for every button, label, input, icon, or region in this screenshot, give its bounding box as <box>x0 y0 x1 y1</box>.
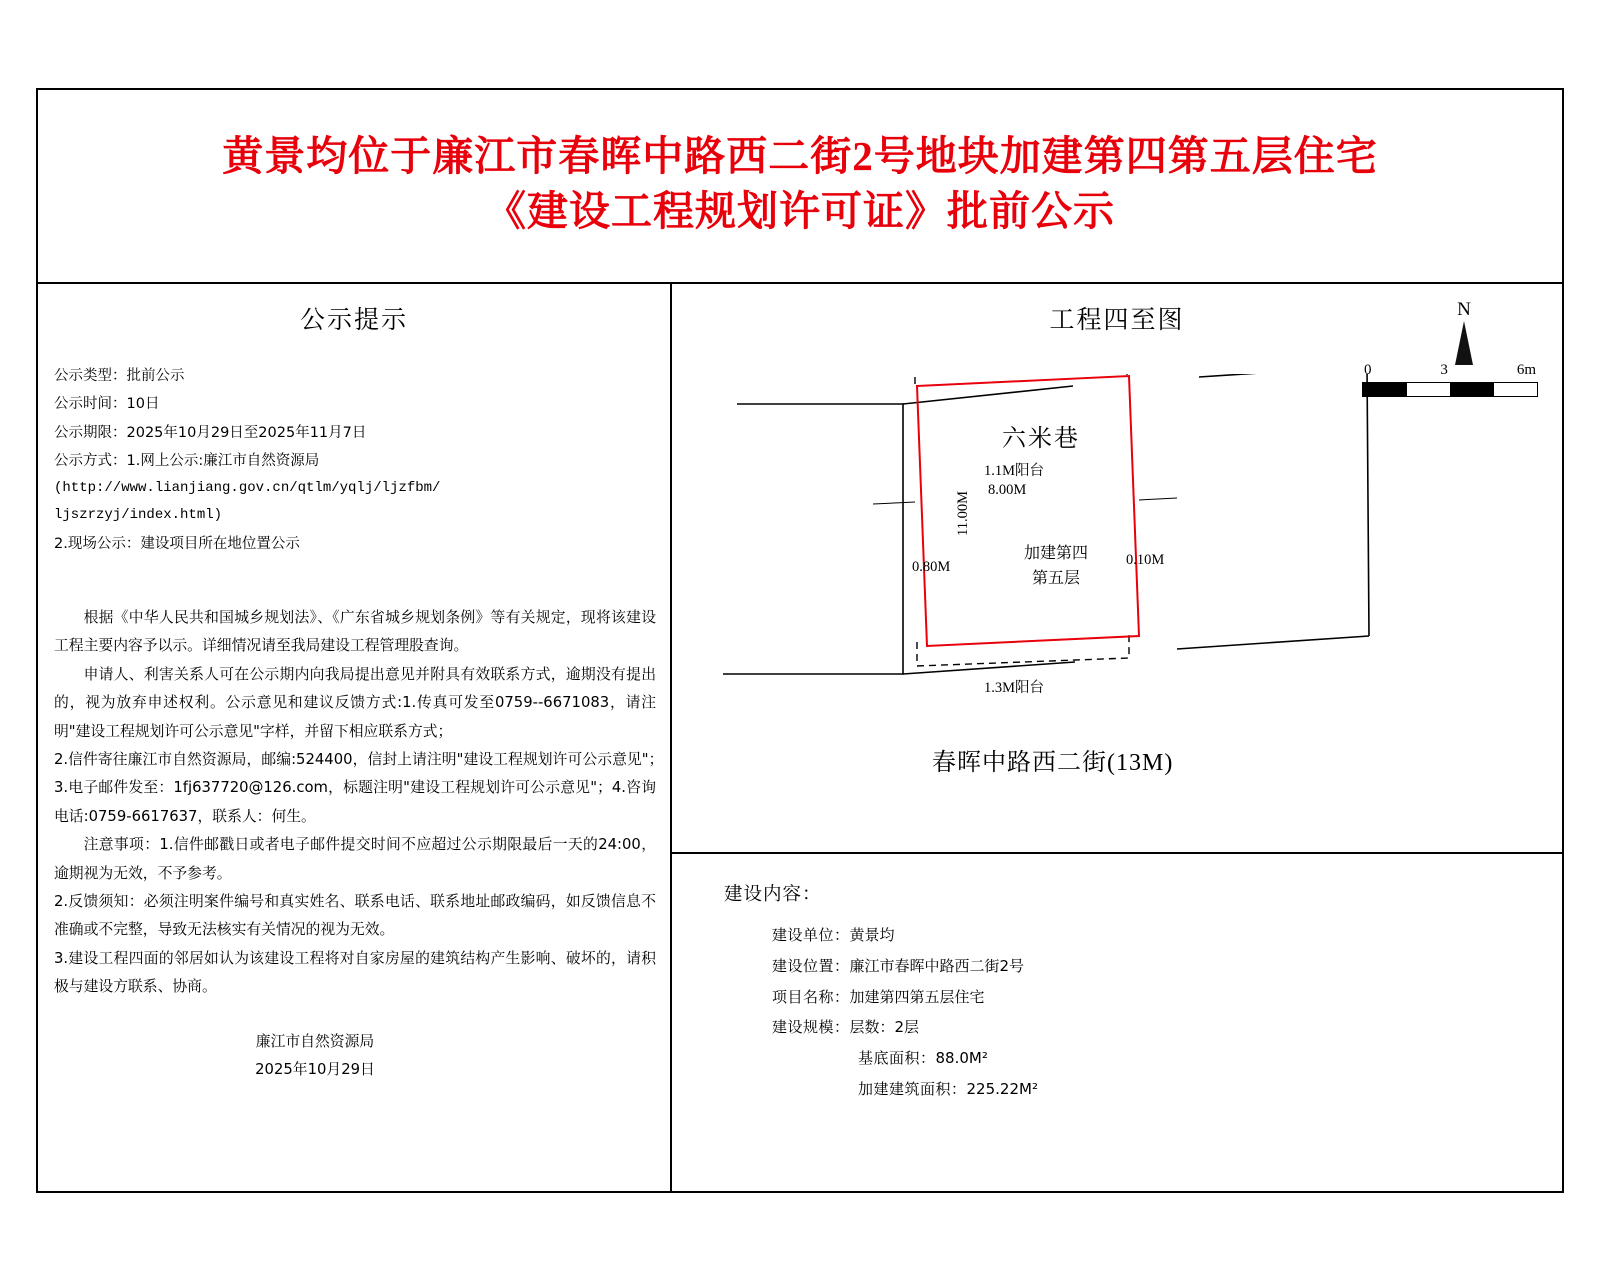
site-plan-svg <box>672 374 1562 804</box>
info-value-project: 加建第四第五层住宅 <box>849 987 985 1006</box>
map-label-bottom-road: 春晖中路西二街(13M) <box>932 750 1174 776</box>
notice-url-line2: ljszrzyj/index.html) <box>54 507 223 524</box>
signature-date: 2025年10月29日 <box>255 1060 375 1078</box>
scale-mid: 3 <box>1440 362 1448 378</box>
construction-info-list <box>772 920 1562 1105</box>
compass-needle-icon <box>1455 321 1473 365</box>
site-map-panel <box>672 284 1562 854</box>
north-arrow-icon <box>1444 300 1484 365</box>
notice-paragraph-2: 申请人、利害关系人可在公示期内向我局提出意见并附具有效联系方式，逾期没有提出的，视为放弃申述权利。公示意见和建议反馈方式:1.传真可发至0759--6671083，请注明"建设工程规划许可公示意见"字样，并留下相应联系方式； <box>54 665 656 740</box>
dim-balcony-top: 1.1M阳台 <box>984 463 1045 479</box>
info-row-unit <box>772 920 1562 951</box>
building-label-line2: 第五层 <box>1032 569 1081 587</box>
info-value-scale: 层数：2层 <box>849 1018 920 1037</box>
info-value-location: 廉江市春晖中路西二街2号 <box>849 956 1025 975</box>
notice-method: 公示方式：1.网上公示:廉江市自然资源局 <box>54 452 320 469</box>
dim-left-offset: 0.80M <box>912 559 951 575</box>
info-value-added-area: 225.22M² <box>966 1079 1038 1098</box>
notice-sheet <box>36 88 1564 1193</box>
info-value-base-area: 88.0M² <box>935 1049 988 1067</box>
info-row-location <box>772 951 1562 982</box>
notice-paragraph-4: 注意事项：1.信件邮戳日或者电子邮件提交时间不应超过公示期限最后一天的24:00，逾期视为无效，不予参考。 <box>54 836 656 882</box>
notice-panel-heading: 公示提示 <box>299 307 408 334</box>
dim-balcony-bottom: 1.3M阳台 <box>984 680 1045 696</box>
notice-type: 公示类型：批前公示 <box>54 368 185 384</box>
info-row-scale <box>772 1012 1562 1043</box>
info-value-unit: 黄景均 <box>849 926 895 944</box>
info-row-base-area <box>858 1043 1562 1074</box>
info-key-base-area: 基底面积： <box>858 1049 936 1067</box>
notice-method-2: 2.现场公示：建设项目所在地位置公示 <box>54 535 300 552</box>
content-row <box>38 284 1562 1191</box>
construction-info-panel <box>672 854 1562 1191</box>
building-label <box>1024 542 1088 592</box>
map-label-top-road: 六米巷 <box>1002 426 1080 452</box>
site-plan-drawing <box>672 374 1562 804</box>
info-key-added-area: 加建建筑面积： <box>858 1079 967 1098</box>
info-row-added-area <box>858 1074 1562 1105</box>
dim-right-offset: 0.10M <box>1126 552 1165 568</box>
building-label-line1: 加建第四 <box>1024 545 1089 562</box>
signature-block <box>54 1028 656 1084</box>
notice-paragraph-1: 根据《中华人民共和国城乡规划法》、《广东省城乡规划条例》等有关规定，现将该建设工程主要内容予以示。详细情况请至我局建设工程管理股查询。 <box>54 608 656 655</box>
scale-left: 0 <box>1364 362 1372 378</box>
notice-paragraph-3: 2.信件寄往廉江市自然资源局，邮编:524400，信封上请注明"建设工程规划许可公示意见"； 3.电子邮件发至：1fj637720@126.com，标题注明"建设工程规划许可公示意见"；4.咨询电话:0759-6617637，联系人：何生。 <box>54 750 671 825</box>
notice-url-line1: (http://www.lianjiang.gov.cn/qtlm/yqlj/ljzfbm/ <box>54 480 441 497</box>
page-title <box>38 90 1562 284</box>
construction-info-title: 建设内容： <box>724 884 822 905</box>
right-column <box>672 284 1562 1191</box>
north-label: N <box>1457 299 1471 320</box>
info-key-unit: 建设单位： <box>772 926 850 944</box>
title-line-2: 《建设工程规划许可证》批前公示 <box>485 188 1115 234</box>
notice-period: 公示期限：2025年10月29日至2025年11月7日 <box>54 424 367 441</box>
notice-body <box>54 604 671 1084</box>
title-line-1: 黄景均位于廉江市春晖中路西二街2号地块加建第四第五层住宅 <box>222 132 1378 179</box>
notice-panel <box>38 284 672 1191</box>
signature-organization: 廉江市自然资源局 <box>255 1032 375 1050</box>
notice-paragraph-5: 2.反馈须知：必须注明案件编号和真实姓名、联系电话、联系地址邮政编码，如反馈信息不准确或不完整，导致无法核实有关情况的视为无效。 <box>54 892 656 939</box>
info-key-project: 项目名称： <box>772 987 850 1006</box>
scale-right: 6m <box>1516 362 1536 378</box>
notice-duration: 公示时间：10日 <box>54 396 160 413</box>
site-map-heading: 工程四至图 <box>1049 307 1185 334</box>
notice-paragraph-6: 3.建设工程四面的邻居如认为该建设工程将对自家房屋的建筑结构产生影响、破坏的，请积极与建设方联系、协商。 <box>54 949 656 996</box>
dim-top-width: 8.00M <box>988 482 1027 498</box>
info-key-location: 建设位置： <box>772 956 850 975</box>
info-row-project <box>772 982 1562 1013</box>
dim-left-depth: 11.00M <box>955 491 971 536</box>
info-key-scale: 建设规模： <box>772 1018 850 1037</box>
notice-meta <box>54 362 670 558</box>
